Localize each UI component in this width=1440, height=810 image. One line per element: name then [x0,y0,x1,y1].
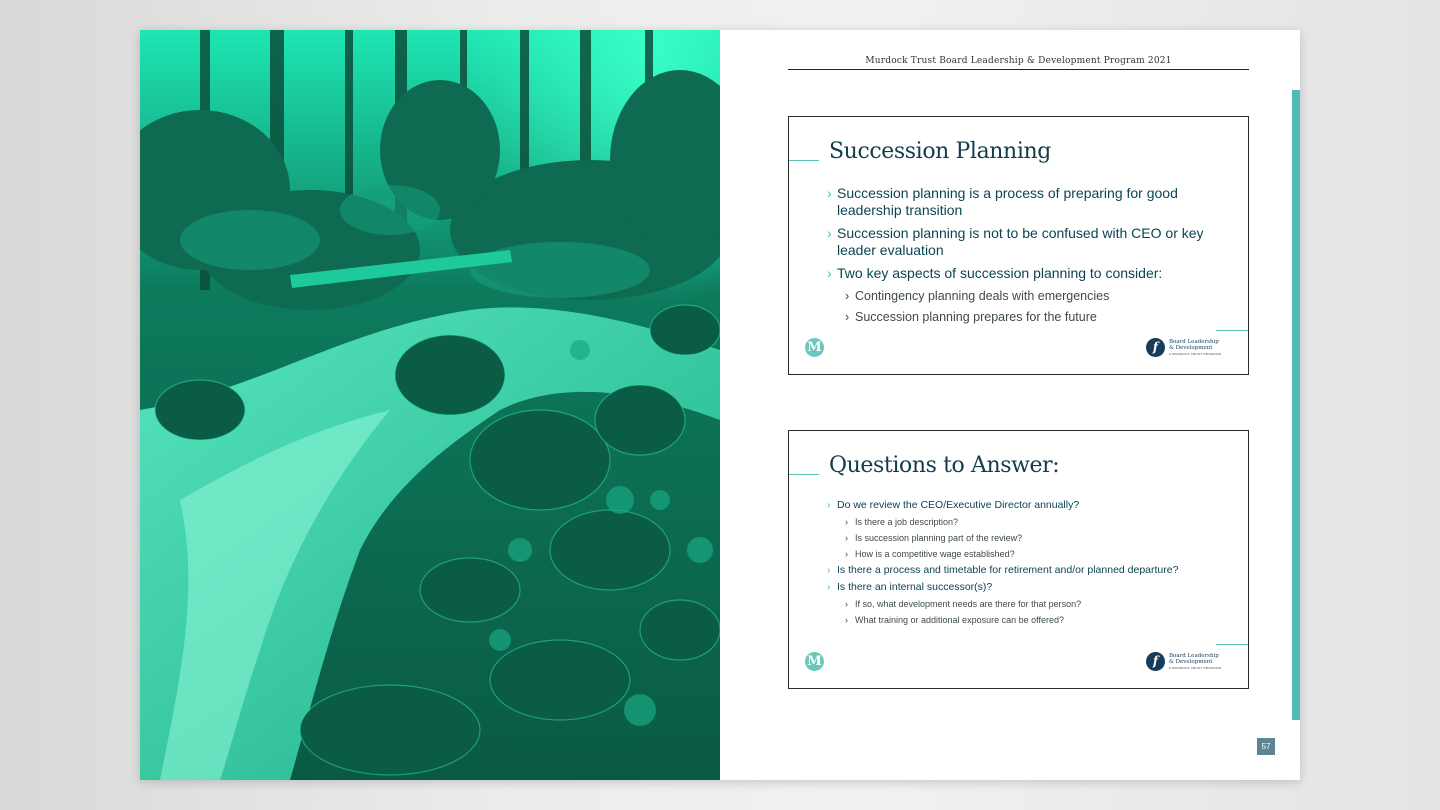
slide-questions-to-answer [788,430,1249,689]
forest-stream-photo [140,30,720,780]
sub-question-item: › Is succession planning part of the review? [845,532,1237,544]
bld-mark-icon: f [1146,338,1165,357]
slide-succession-planning [788,116,1249,375]
sub-question-item: › What training or additional exposure can be offered? [845,614,1237,626]
bld-sub-text: A MURDOCK TRUST PROGRAM [1169,352,1222,356]
question-item: › Is there a process and timetable for retirement and/or planned departure? [827,564,1237,577]
sub-bullet-item: › Succession planning prepares for the future [845,309,1237,325]
sub-question-item: › If so, what development needs are there for that person? [845,598,1237,610]
page-number: 57 [1257,738,1275,755]
bullet-item: › Succession planning is not to be confused with CEO or key leader evaluation [827,225,1237,259]
brochure-spread [140,30,1300,780]
title-accent-line [789,160,819,161]
bld-line1: Board Leadership [1169,339,1219,345]
murdock-m-logo-icon: M [805,338,824,357]
header-rule [788,69,1249,70]
bld-logo-text [1169,653,1219,665]
question-item: › Is there an internal successor(s)? [827,581,1237,594]
question-list [827,499,1237,630]
bld-logo-text [1169,339,1219,351]
slide-title: Questions to Answer: [829,453,1060,478]
corner-accent-line [1216,330,1248,331]
corner-accent-line [1216,644,1248,645]
question-item: › Do we review the CEO/Executive Director annually? [827,499,1237,512]
bullet-list [827,185,1237,330]
text-page [720,30,1300,780]
slide-title: Succession Planning [829,139,1051,164]
bld-line2: & Development [1169,659,1213,665]
sub-bullet-item: › Contingency planning deals with emergencies [845,288,1237,304]
forest-stream-illustration [140,30,720,780]
board-leadership-logo [1146,338,1226,360]
title-accent-line [789,474,819,475]
bullet-item: › Two key aspects of succession planning to consider: [827,265,1237,282]
board-leadership-logo [1146,652,1226,674]
sub-question-item: › How is a competitive wage established? [845,548,1237,560]
bld-mark-icon: f [1146,652,1165,671]
bullet-item: › Succession planning is a process of preparing for good leadership transition [827,185,1237,219]
running-title: Murdock Trust Board Leadership & Development Program 2021 [865,56,1172,66]
sub-question-item: › Is there a job description? [845,516,1237,528]
murdock-m-logo-icon: M [805,652,824,671]
bld-line2: & Development [1169,345,1213,351]
accent-side-bar [1292,90,1300,720]
bld-sub-text: A MURDOCK TRUST PROGRAM [1169,666,1222,670]
bld-line1: Board Leadership [1169,653,1219,659]
